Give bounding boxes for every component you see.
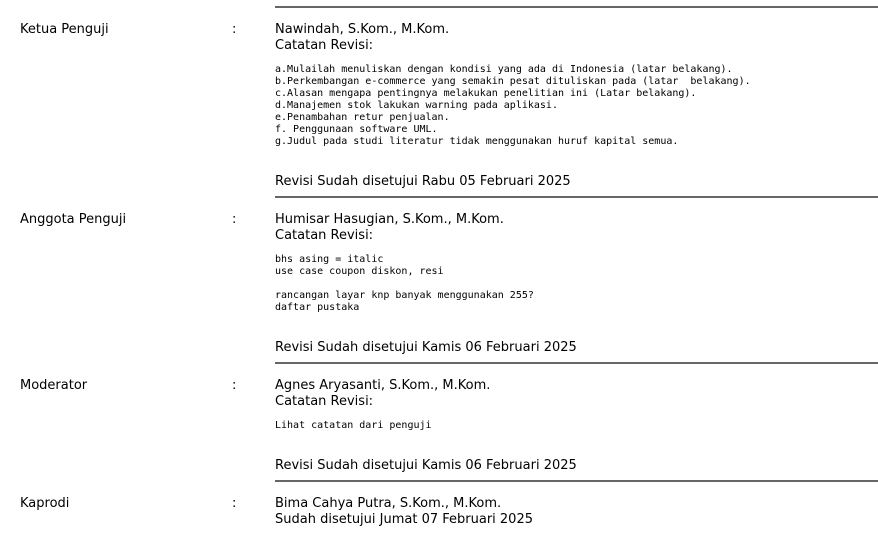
separator-colon: : [232, 496, 237, 511]
role-label: Moderator [20, 378, 88, 393]
approval-status: Revisi Sudah disetujui Kamis 06 Februari 2025 [275, 458, 577, 473]
divider-after-moderator [275, 480, 878, 482]
divider-after-ketua [275, 196, 878, 198]
separator-colon: : [232, 212, 237, 227]
revision-notes: a.Mulailah menuliskan dengan kondisi yang ada di Indonesia (latar belakang). b.Perkembangan e-commerce yang semakin pesat dituliskan pada (latar belakang). c.Alasan mengapa pentingnya melakukan penelitian ini (Latar belakang). d.Manajemen stok lakukan warning pada aplikasi. e.Penambahan retur penjualan. f. Penggunaan software UML. g.Judul pada studi literatur tidak menggunakan huruf kapital semua. [275, 64, 751, 147]
divider-top [275, 6, 878, 8]
revision-notes-label: Catatan Revisi: [275, 38, 374, 53]
revision-notes-label: Catatan Revisi: [275, 394, 374, 409]
divider-after-anggota [275, 362, 878, 364]
kaprodi-name: Bima Cahya Putra, S.Kom., M.Kom. [275, 496, 502, 511]
revision-notes-label: Catatan Revisi: [275, 228, 374, 243]
examiner-name: Humisar Hasugian, S.Kom., M.Kom. [275, 212, 504, 227]
examiner-name: Nawindah, S.Kom., M.Kom. [275, 22, 450, 37]
role-label: Ketua Penguji [20, 22, 109, 37]
moderator-name: Agnes Aryasanti, S.Kom., M.Kom. [275, 378, 491, 393]
approval-status: Revisi Sudah disetujui Rabu 05 Februari 2025 [275, 174, 571, 189]
separator-colon: : [232, 378, 237, 393]
approval-status: Sudah disetujui Jumat 07 Februari 2025 [275, 512, 533, 527]
role-label: Kaprodi [20, 496, 70, 511]
role-label: Anggota Penguji [20, 212, 127, 227]
separator-colon: : [232, 22, 237, 37]
revision-notes: Lihat catatan dari penguji [275, 420, 432, 431]
revision-notes: bhs asing = italic use case coupon diskon, resi rancangan layar knp banyak menggunakan 255? daftar pustaka [275, 254, 534, 313]
approval-status: Revisi Sudah disetujui Kamis 06 Februari 2025 [275, 340, 577, 355]
